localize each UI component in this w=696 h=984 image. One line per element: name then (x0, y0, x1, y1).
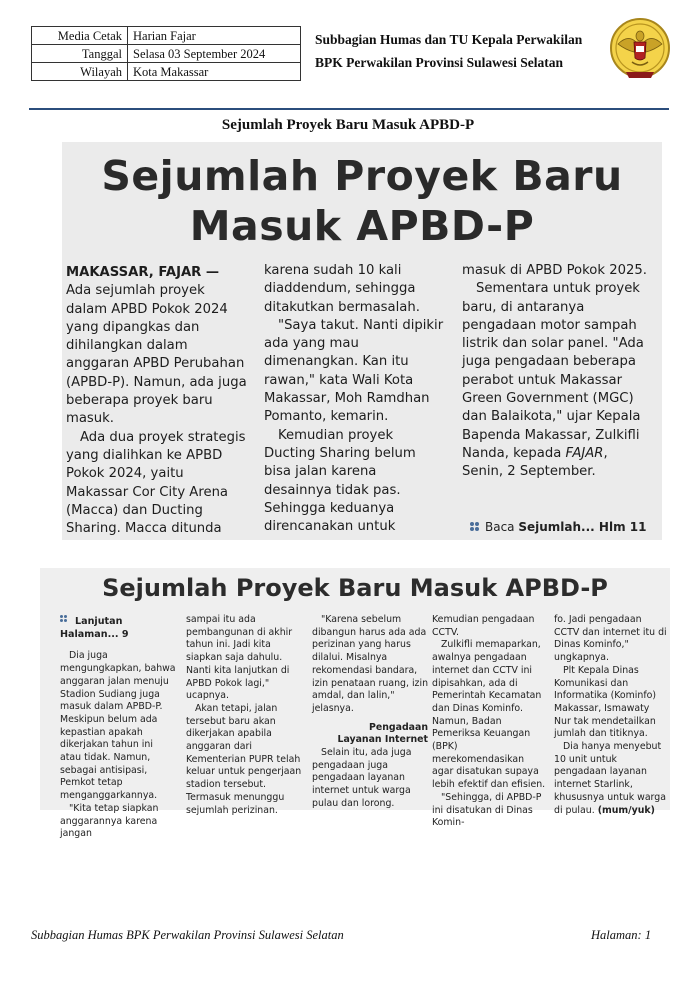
continued-from-text: Lanjutan Halaman... 9 (60, 616, 129, 640)
article-paragraph (66, 264, 248, 429)
article-paragraph: Selain itu, ada juga pengadaan juga pengadaan layanan internet untuk warga pulau dan lorong. (312, 747, 412, 809)
article-paragraph: Kemudian proyek Ducting Sharing belum bisa jalan karena desainnya tidak pas. Sehingga keduanya direncanakan untuk (264, 427, 416, 535)
article-paragraph: "Kita tetap siapkan anggarannya karena jangan (60, 802, 159, 840)
article-paragraph: Kemudian pengadaan CCTV. (432, 614, 535, 638)
article-paragraph: "Sehingga, di APBD-P ini disatukan di Dinas Komin- (432, 791, 542, 829)
continued-target: Sejumlah... Hlm 11 (518, 520, 647, 534)
media-info-key: Media Cetak (32, 27, 128, 45)
article-paragraph: karena sudah 10 kali diaddendum, sehingga ditakutkan bermasalah. (264, 263, 420, 315)
media-info-row (32, 45, 301, 63)
subheading-line-2: Layanan Internet (337, 734, 428, 746)
article-paragraph: fo. Jadi pengadaan CCTV dan internet itu di Dinas Kominfo," ungkapnya. (554, 614, 667, 664)
media-info-value: Kota Makassar (128, 63, 301, 81)
article-paragraph (462, 280, 648, 481)
article-paragraph: Dia juga mengungkapkan, bahwa anggaran jalan menuju Stadion Sudiang juga masuk dalam APBD-P. Meskipun belum ada kepastian apakah dikerjakan tahun ini atau tidak. Namun, sebagai antisipasi, Pemkot tetap menganggarkannya. (60, 650, 176, 802)
document-title: Sejumlah Proyek Baru Masuk APBD-P (221, 117, 475, 133)
article-paragraph: "Saya takut. Nanti dipikir ada yang mau dimenangkan. Kan itu rawan," kata Wali Kota Makassar, Moh Ramdhan Pomanto, kemarin. (264, 317, 444, 425)
media-info-row (32, 63, 301, 81)
continuation-column-3 (312, 614, 428, 811)
article-paragraph: Akan tetapi, jalan tersebut baru akan dikerjakan apabila anggaran dari Kementerian PUPR telah keluar untuk pengerjaan stadion tersebut. Termasuk menunggu sejumlah perizinan. (186, 702, 302, 816)
article-paragraph: Plt Kepala Dinas Komunikasi dan Informatika (Kominfo) Makassar, Ismawaty Nur tak mendetailkan jumlah dan titiknya. (554, 664, 657, 740)
article-column-3 (462, 262, 648, 482)
continuation-column-4 (432, 614, 546, 830)
article-text: , Senin, 2 September. (462, 445, 608, 480)
continuation-column-1 (60, 614, 176, 841)
continuation-column-5 (554, 614, 668, 817)
header-divider (29, 108, 669, 110)
article-paragraph: sampai itu ada pembangunan di akhir tahun ini. Jadi kita siapkan saja dahulu. Nanti kita lanjutkan di APBD Pokok lagi," ucapnya. (186, 614, 293, 702)
continuation-column-2 (186, 614, 302, 817)
media-info-key: Tanggal (32, 45, 128, 63)
author-initials: (mum/yuk) (597, 804, 655, 816)
media-info-key: Wilayah (32, 63, 128, 81)
media-info-value: Selasa 03 September 2024 (128, 45, 301, 63)
article-paragraph (554, 741, 668, 817)
news-clipping-front (62, 142, 662, 540)
organization-line-2: BPK Perwakilan Provinsi Sulawesi Selatan (315, 55, 564, 70)
subheading-line-1: Pengadaan (369, 721, 428, 733)
clipping-headline-line-1: Sejumlah Proyek Baru (101, 152, 623, 200)
article-text: Sementara untuk proyek baru, di antaranya pengadaan motor sampah listrik dan solar panel. "Ada juga pengadaan beberapa perabot untuk Makassar Green Government (MGC) dan Balaikota," ujar Kepala Bapenda Makassar, Zulkifli Nanda, kepada (462, 281, 644, 461)
media-info-value: Harian Fajar (128, 27, 301, 45)
article-paragraph: masuk di APBD Pokok 2025. (462, 263, 647, 278)
organization-line-1: Subbagian Humas dan TU Kepala Perwakilan (315, 32, 583, 47)
article-paragraph: "Karena sebelum dibangun harus ada ada perizinan yang harus dilalui. Misalnya rekomendasi bandara, izin penataan ruang, izin amdal, dan lalin," jelasnya. (312, 614, 429, 714)
continued-reference (470, 520, 646, 534)
clipping-headline-line-2: Masuk APBD-P (189, 202, 535, 250)
article-text: Dia hanya menyebut 10 unit untuk pengadaan layanan internet Starlink, khususnya untuk warga di pulau. (554, 741, 666, 816)
media-info-row (32, 27, 301, 45)
newspaper-name: FAJAR (565, 445, 604, 461)
dots-icon (60, 615, 72, 625)
article-column-1 (66, 264, 248, 538)
article-paragraph: Ada dua proyek strategis yang dialihkan ke APBD Pokok 2024, yaitu Makassar Cor City Arena (Macca) dan Ducting Sharing. Macca ditunda (66, 429, 246, 537)
news-clipping-continuation (40, 568, 670, 840)
article-dateline: MAKASSAR, FAJAR — (66, 265, 220, 280)
article-paragraph: Zulkifli memaparkan, awalnya pengadaan internet dan CCTV ini dipisahkan, ada di Pemerintah Kecamatan dan Dinas Kominfo. Namun, Badan Pemeriksa Keuangan (BPK) merekomendasikan agar disatukan supaya lebih efektif dan efisien. (432, 639, 546, 791)
continuation-headline: Sejumlah Proyek Baru Masuk APBD-P (102, 574, 608, 602)
continued-from-label (60, 614, 176, 641)
organization-heading (315, 28, 582, 74)
footer-organization: Subbagian Humas BPK Perwakilan Provinsi Sulawesi Selatan (31, 928, 344, 942)
article-column-2 (264, 262, 444, 536)
page-number: Halaman: 1 (591, 928, 652, 942)
article-text: Ada sejumlah proyek dalam APBD Pokok 2024 yang dipangkas dan dihilangkan dalam anggaran APBD Perubahan (APBD-P). Namun, ada juga beberapa proyek baru masuk. (66, 283, 247, 427)
bpk-garuda-emblem-icon (608, 14, 672, 86)
continued-prefix: Baca (485, 520, 519, 534)
dots-icon (470, 522, 482, 532)
media-info-table (31, 26, 301, 81)
